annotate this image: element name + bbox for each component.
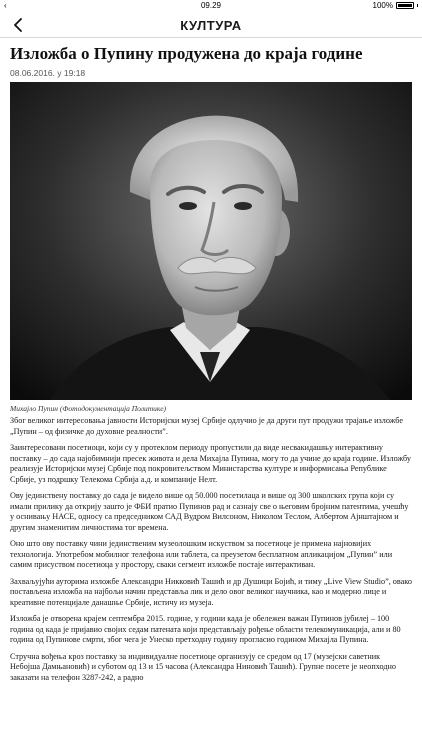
- article-paragraph: Заинтересовани посетиоци, који су у протеклом периоду пропустили да виде несвакидашњу интерактивну поставку – до сада најобимнији пресек живота и дела Михајла Пупина, могу то да учине до краја године. Изложбу реализује Историјски музеј Србије под покровитељством Министарства културе и информисања Републике Србије, уз подршку Телекома Србија а.д. и компаније Нелт.: [10, 443, 411, 484]
- photo-caption: Михајло Пупин (Фотодокументација Политике): [10, 404, 167, 413]
- status-right: [373, 1, 418, 10]
- battery-percent: 100%: [372, 1, 393, 10]
- article-paragraph: Захваљујући ауторима изложбе Александри Никковић Ташић и др Душици Бојић, и тиму „Live View Studio”, овако постављена изложба на најбољи начин представља лик и дело овог великог научника, као и модерно лице и креативне потенцијале данашње Србије, истичу из музеја.: [10, 576, 412, 607]
- article-paragraph: Изложба је отворена крајем септембра 2015. године, у години када је обележен важан Пупинов јубилеј – 100 година од када је пријавио својих седам патената који представљају рођење области телекомуникација, али и 80 година од Пупинове смрти, због чега је Унеско претходну годину прогласио годином Михајла Пупина.: [10, 614, 401, 644]
- article-headline: Изложба о Пупину продужена до краја године: [10, 44, 363, 63]
- battery-icon: [396, 2, 414, 9]
- portrait-image: [10, 82, 412, 400]
- section-title: КУЛТУРА: [180, 18, 242, 33]
- article-paragraph: Стручна вођења кроз поставку за индивидуалне посетиоце организују се средом од 17 (музејски саветник Небојша Дамњановић) и суботом од 13 и 15 часова (Александра Ниновић Ташић). Групне посете је неопходно заказати на телефон 3287-242, а радно: [10, 651, 397, 682]
- nav-bar: [0, 12, 422, 38]
- article-dateline: 08.06.2016. у 19:18: [10, 68, 86, 78]
- article-paragraph: Због великог интересовања јавности Историјски музеј Србије одлучио је да други пут продужи трајање изложбе „Пупин – од физичке до духовне реалности”.: [10, 416, 403, 436]
- article-photo: [10, 82, 412, 400]
- status-time: 09.29: [200, 1, 222, 10]
- status-back-label: ‹: [4, 1, 7, 10]
- status-bar: [0, 0, 422, 12]
- battery-nub: [417, 4, 418, 7]
- article-paragraph: Ову јединствену поставку до сада је видело више од 50.000 посетилаца и више од 300 школских група који су имали прилику да открију зашто је ФБИ пратио Пупинов рад и сазнају све о његовим бројним патентима, учешћу у оснивању НАСЕ, односу са председником САД Вудром Вилсоном, Николом Теслом, Албертом Ајнштајном и другим знаменитим личностима тог времена.: [10, 491, 409, 532]
- article-paragraph: Оно што ову поставку чини јединственим музеолошким искуством за посетиоце је примена најновијих технологија. Употребом мобилног телефона или таблета, са преузетом бесплатном апликацијом „Пупин” или самим присуством посетиоца у простору, сваки сегмент изложбе постаје интерактиван.: [10, 539, 393, 569]
- article-body: [10, 416, 412, 689]
